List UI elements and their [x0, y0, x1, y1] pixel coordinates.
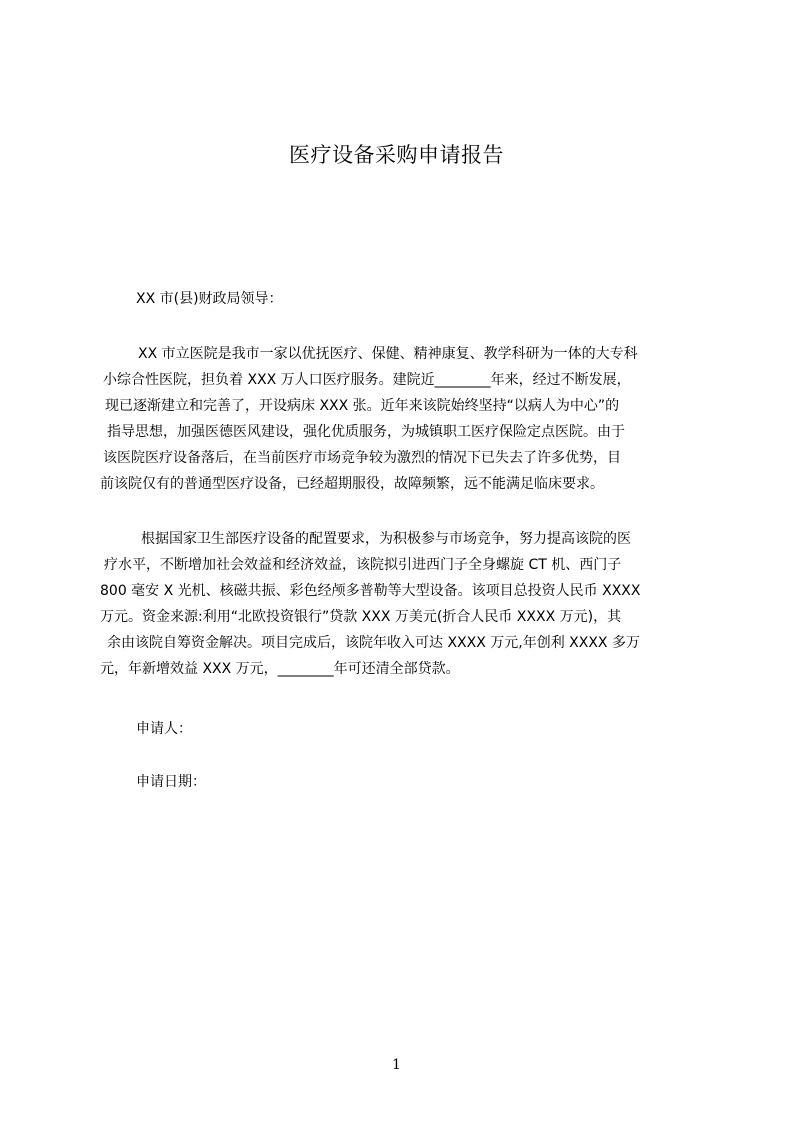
paragraph-line: 根据国家卫生部医疗设备的配置要求，为积极参与市场竞争，努力提高该院的医: [141, 531, 631, 547]
application-date-label: 申请日期：: [136, 774, 206, 790]
paragraph-line: 现已逐渐建立和完善了，开设病床 XXX 张。近年来该院始终坚持“以病人为中心”的: [105, 398, 620, 414]
paragraph-line: 800 毫安 X 光机、核磁共振、彩色经颅多普勒等大型设备。该项目总投资人民币 XXXX: [100, 583, 641, 599]
salutation: XX 市(县)财政局领导：: [136, 291, 283, 307]
paragraph-line: 万元。资金来源:利用“北欧投资银行”贷款 XXX 万美元(折合人民币 XXXX 万元)，其: [100, 609, 622, 625]
paragraph-line: 指导思想，加强医德医风建设，强化优质服务，为城镇职工医疗保险定点医院。由于: [107, 424, 625, 440]
page-number: 1: [392, 1057, 401, 1073]
paragraph-line: 疗水平，不断增加社会效益和经济效益，该院拟引进西门子全身螺旋 CT 机、西门子: [104, 557, 622, 573]
paragraph-line: 小综合性医院，担负着 XXX 万人口医疗服务。建院近________年来，经过不断发展，: [103, 372, 631, 388]
paragraph-procurement-plan: [100, 526, 700, 682]
applicant-label: 申请人：: [136, 721, 192, 737]
paragraph-line: 该医院医疗设备落后，在当前医疗市场竞争较为激烈的情况下已失去了许多优势，目: [103, 450, 621, 466]
paragraph-line: 元，年新增效益 XXX 万元，________年可还清全部贷款。: [100, 661, 460, 677]
paragraph-line: 前该院仅有的普通型医疗设备，已经超期服役，故障频繁，远不能满足临床要求。: [100, 476, 604, 492]
paragraph-line: XX 市立医院是我市一家以优抚医疗、保健、精神康复、教学科研为一体的大专科: [138, 346, 638, 362]
paragraph-line: 余由该院自筹资金解决。项目完成后，该院年收入可达 XXXX 万元,年创利 XXXX 多万: [107, 635, 640, 651]
paragraph-hospital-overview: [100, 341, 700, 497]
document-title: 医疗设备采购申请报告: [289, 143, 504, 167]
